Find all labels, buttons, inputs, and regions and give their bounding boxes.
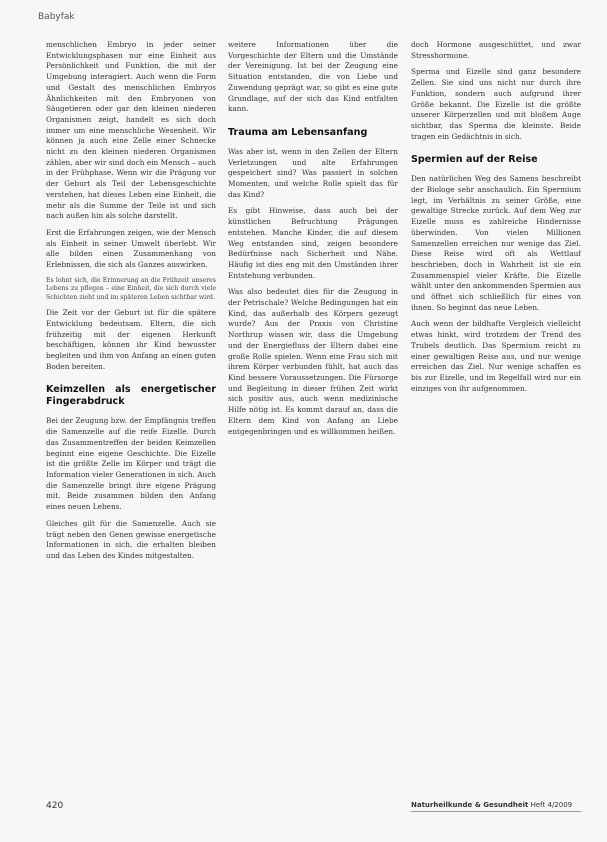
- magazine-footer: [411, 801, 572, 809]
- issue-label: Heft 4/2009: [530, 801, 573, 809]
- paragraph: Erst die Erfahrungen zeigen, wie der Mensch als Einheit in seiner Umwelt überlebt. Wir alle bilden einen Zusammenhang von Erlebnissen, die sich als Ganzes auswirken.: [46, 227, 216, 270]
- paragraph: menschlichen Embryo in jeder seiner Entwicklungsphasen nur eine Einheit aus Persönlichkeit und Funktion, die mit der Umgebung interagiert. Auch wenn die Form und Gestalt des menschlichen Embryos Ähnlichkeiten mit den Embryonen von Säugetieren oder gar den kleinen niederen Organismen zeigt, handelt es sich doch immer um eine menschliche Wesenheit. Wir können ja auch eine Zelle einer Schnecke nicht zu den kleinen niederen Organismen zählen, aber wir sind doch ein Mensch – auch in der Frühphase. Wenn wir die Prägung vor der Geburt als Teil der Lebensgeschichte verstehen, hat dieses Leben eine Einheit, die mehr als die Summe der Teile ist und sich nach außen hin als solche darstellt.: [46, 40, 216, 221]
- section-heading: Spermien auf der Reise: [411, 154, 538, 166]
- magazine-name: Naturheilkunde & Gesundheit: [411, 801, 529, 809]
- paragraph: Die Zeit vor der Geburt ist für die spätere Entwicklung bedeutsam. Eltern, die sich frühzeitig mit der eigenen Herkunft beschäftigen, können ihr Kind bewusster begleiten und ihm von Anfang an einen guten Boden bereiten.: [46, 308, 216, 371]
- footnote: Es lohnt sich, die Erinnerung an die Frühzeit unseres Lebens zu pflegen – eine Einheit, die sich durch viele Schichten zieht und im späteren Leben sichtbar wird.: [46, 276, 216, 301]
- paragraph: Bei der Zeugung bzw. der Empfängnis treffen die Samenzelle auf die reife Eizelle. Durch das Zusammentreffen der beiden Keimzellen beginnt eine eigene Geschichte. Die Eizelle ist die größte Zelle im Körper und trägt die Information vieler Generationen in sich. Auch die Samenzelle bringt ihre eigene Prägung mit. Beide zusammen bilden den Anfang eines neuen Lebens.: [46, 416, 216, 512]
- page-number: 420: [46, 801, 64, 811]
- section-heading: Keimzellen als energetischer Fingerabdruck: [46, 384, 216, 408]
- paragraph: Sperma und Eizelle sind ganz besondere Zellen. Sie sind uns nicht nur durch ihre Funktion, sondern auch aufgrund ihrer Größe bekannt. Die Eizelle ist die größte unserer Körperzellen und mit bloßem Auge sichtbar, das Sperma die kleinste. Beide tragen ein Gedächtnis in sich.: [411, 67, 581, 141]
- footer-rule: [411, 811, 581, 812]
- paragraph: Den natürlichen Weg des Samens beschreibt der Biologe sehr anschaulich. Ein Spermium legt, im Verhältnis zu seiner Größe, eine gewaltige Strecke zurück. Auf dem Weg zur Eizelle muss es zahlreiche Hindernisse überwinden. Von vielen Millionen Samenzellen erreichen nur wenige das Ziel. Diese Reise wird oft als Wettlauf beschrieben, doch in Wahrheit ist sie ein Zusammenspiel vieler Kräfte. Die Eizelle wählt unter den ankommenden Spermien aus und öffnet sich schließlich für eines von ihnen. So beginnt das neue Leben.: [411, 174, 581, 312]
- paragraph: weitere Informationen über die Vorgeschichte der Eltern und die Umstände der Vereinigung. Ist bei der Zeugung eine Situation entstanden, die von Liebe und Zuwendung geprägt war, so gibt es eine gute Grundlage, auf der sich das Kind entfalten kann.: [228, 40, 398, 114]
- text-column-3: [411, 40, 581, 400]
- paragraph: Was aber ist, wenn in den Zellen der Eltern Verletzungen und alte Erfahrungen gespeichert sind? Was passiert in solchen Momenten, und welche Rolle spielt das für das Kind?: [228, 146, 398, 199]
- paragraph: Auch wenn der bildhafte Vergleich vielleicht etwas hinkt, wird trotzdem der Trend des Trubels deutlich. Das Spermium reicht zu einer gewaltigen Reise aus, und nur wenige erreichen das Ziel. Nur wenige schaffen es bis zur Eizelle, und im Regelfall wird nur ein einziges von ihr aufgenommen.: [411, 319, 581, 393]
- paragraph: Es gibt Hinweise, dass auch bei der künstlichen Befruchtung Prägungen entstehen. Manche Kinder, die auf diesem Weg entstanden sind, zeigen besondere Bedürfnisse nach Sicherheit und Nähe. Häufig ist dies eng mit den Umständen ihrer Entstehung verbunden.: [228, 206, 398, 280]
- running-head: Babyfak: [38, 12, 75, 22]
- text-column-2: [228, 40, 398, 443]
- paragraph: Gleiches gilt für die Samenzelle. Auch sie trägt neben den Genen gewisse energetische Informationen in sich, die erhalten bleiben und das Leben des Kindes mitgestalten.: [46, 518, 216, 560]
- section-heading: Trauma am Lebensanfang: [228, 126, 368, 138]
- paragraph: doch Hormone ausgeschüttet, und zwar Stresshormone.: [411, 40, 581, 60]
- text-column-1: [46, 40, 216, 568]
- paragraph: Was also bedeutet dies für die Zeugung in der Petrischale? Welche Bedingungen hat ein Kind, das außerhalb des Körpers gezeugt wurde? Aus der Praxis von Christine Northrup wissen wir, dass die Umgebung und der Energiefluss der Eltern dabei eine große Rolle spielen. Wenn eine Frau sich mit ihrem Körper verbunden fühlt, hat auch das Kind bessere Voraussetzungen. Die Fürsorge und Begleitung in dieser frühen Zeit wirkt sich positiv aus, auch wenn medizinische Hilfe nötig ist. Es kommt darauf an, dass die Eltern dem Kind von Anfang an Liebe entgegenbringen und es willkommen heißen.: [228, 287, 398, 436]
